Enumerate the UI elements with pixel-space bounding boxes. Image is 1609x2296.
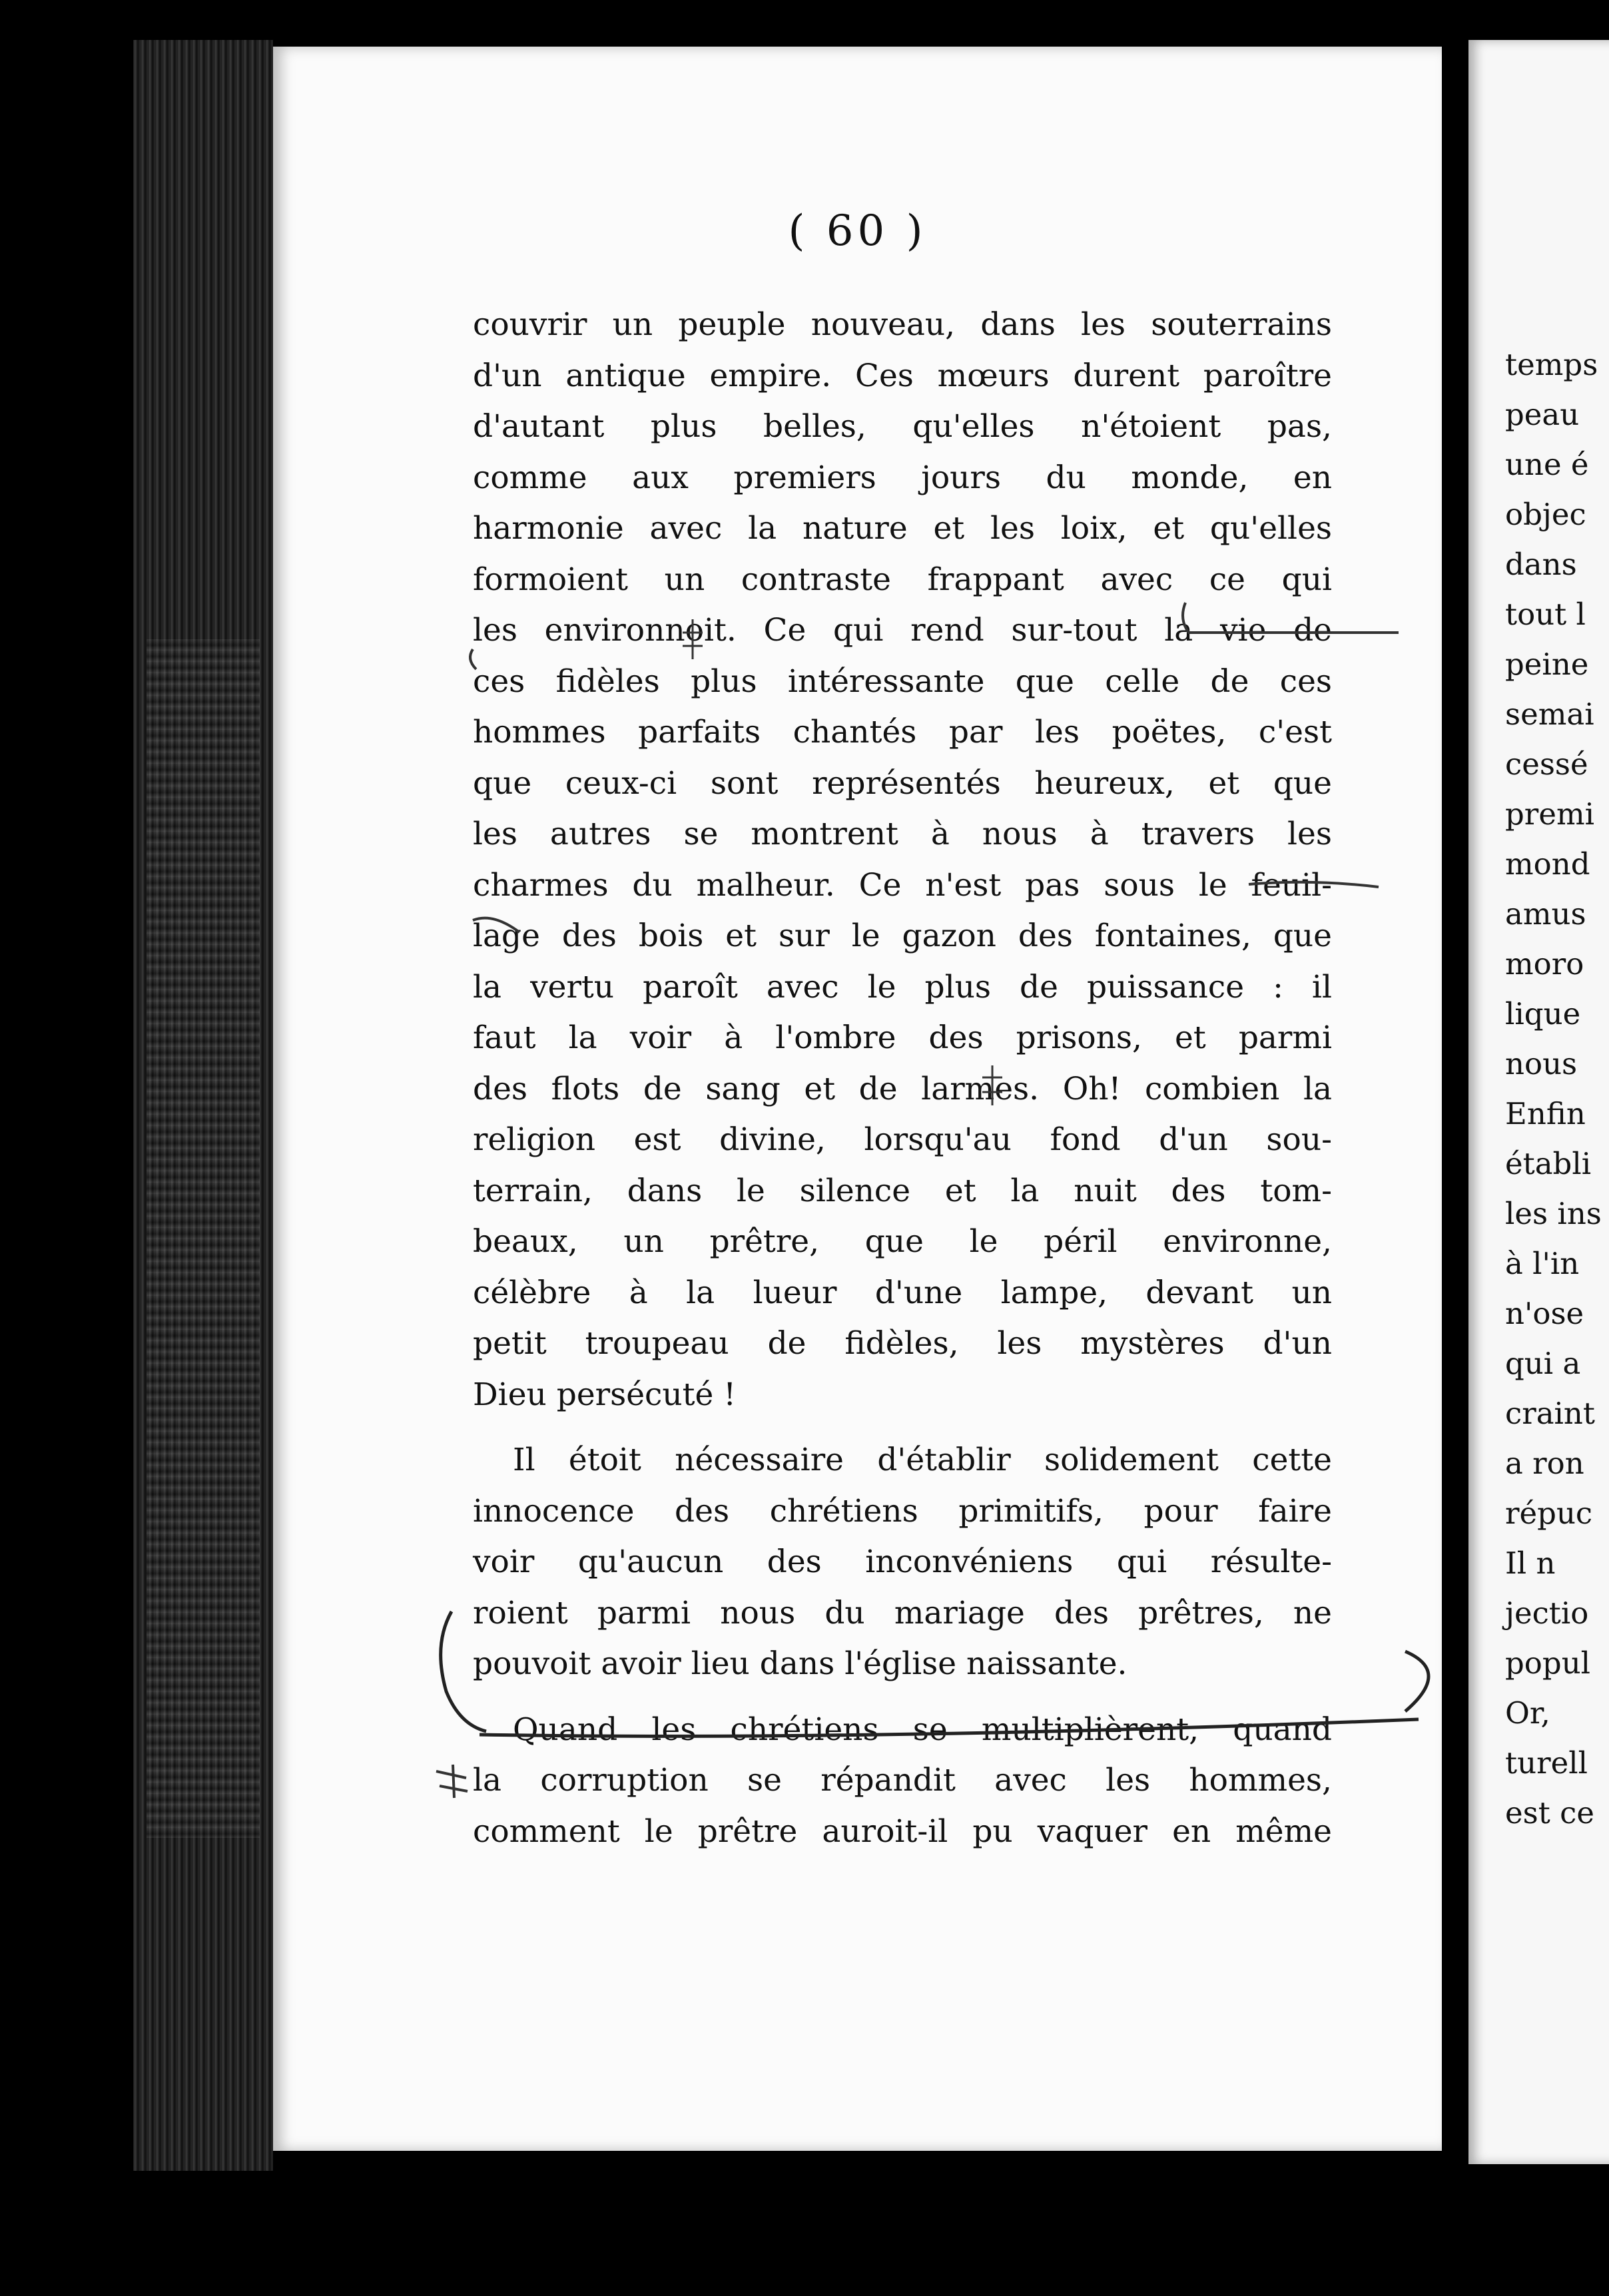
- text-line: faut la voir à l'ombre des prisons, et parmi: [473, 1019, 1332, 1056]
- right-facing-page: [1468, 40, 1609, 2164]
- text-line: innocence des chrétiens primitifs, pour faire: [473, 1492, 1332, 1530]
- pen-curve-right: [1405, 1651, 1429, 1711]
- facing-text-line: cessé: [1505, 746, 1588, 782]
- text-line: voir qu'aucun des inconvéniens qui résulte-: [473, 1544, 1332, 1580]
- facing-text-line: lique: [1505, 996, 1581, 1031]
- book-edge: [133, 40, 273, 2171]
- text-line: harmonie avec la nature et les loix, et qu'elles: [473, 510, 1332, 547]
- facing-text-line: une é: [1505, 447, 1589, 482]
- facing-text-line: jectio: [1505, 1595, 1589, 1631]
- text-line: comme aux premiers jours du monde, en: [473, 459, 1332, 496]
- paragraph-container: [473, 300, 1332, 1857]
- text-line: charmes du malheur. Ce n'est pas sous le feuil-: [473, 866, 1332, 904]
- text-line: d'un antique empire. Ces mœurs durent paroître: [473, 357, 1332, 394]
- text-line: terrain, dans le silence et la nuit des tom-: [473, 1172, 1332, 1209]
- text-line: formoient un contraste frappant avec ce qui: [473, 561, 1332, 598]
- facing-text-line: est ce: [1505, 1795, 1594, 1831]
- text-line: des flots de sang et de larmes. Oh! combien la: [473, 1070, 1332, 1107]
- facing-text-line: popul: [1505, 1645, 1591, 1681]
- facing-text-line: qui a: [1505, 1346, 1581, 1381]
- text-line: religion est divine, lorsqu'au fond d'un sou-: [473, 1121, 1332, 1158]
- paragraph-gap: [473, 1690, 1332, 1705]
- facing-text-line: objec: [1505, 497, 1586, 532]
- facing-text-line: répuc: [1505, 1496, 1593, 1531]
- facing-text-line: a ron: [1505, 1446, 1584, 1481]
- text-line: Il étoit nécessaire d'établir solidement cette: [513, 1442, 1332, 1478]
- facing-text-line: peine: [1505, 647, 1589, 682]
- facing-text-line: turell: [1505, 1745, 1588, 1781]
- page-number: ( 60 ): [788, 206, 927, 256]
- text-line: petit troupeau de fidèles, les mystères d'un: [473, 1325, 1332, 1362]
- text-line: que ceux-ci sont représentés heureux, et que: [473, 764, 1332, 802]
- facing-text-line: amus: [1505, 896, 1586, 932]
- facing-text-line: peau: [1505, 397, 1580, 432]
- text-line: lage des bois et sur le gazon des fontaines, que: [473, 918, 1332, 954]
- text-line: Quand les chrétiens se multiplièrent, quand: [513, 1711, 1332, 1748]
- text-line: couvrir un peuple nouveau, dans les souterrains: [473, 306, 1332, 343]
- facing-text-line: moro: [1505, 946, 1584, 982]
- pen-margin-mark: [436, 1765, 468, 1798]
- facing-text-line: Enfin: [1505, 1096, 1586, 1131]
- facing-page-text: [1505, 340, 1609, 1838]
- facing-text-line: mond: [1505, 846, 1590, 882]
- facing-text-line: semai: [1505, 697, 1594, 732]
- facing-text-line: à l'in: [1505, 1246, 1580, 1281]
- text-line: les environnoit. Ce qui rend sur-tout la vie de: [473, 612, 1332, 649]
- facing-text-line: établi: [1505, 1146, 1592, 1181]
- text-line: les autres se montrent à nous à travers les: [473, 816, 1332, 852]
- text-line: hommes parfaits chantés par les poëtes, c'est: [473, 714, 1332, 750]
- text-line: ces fidèles plus intéressante que celle de ces: [473, 663, 1332, 700]
- facing-text-line: Or,: [1505, 1695, 1550, 1731]
- text-line: beaux, un prêtre, que le péril environne,: [473, 1223, 1332, 1260]
- text-line: roient parmi nous du mariage des prêtres, ne: [473, 1594, 1332, 1631]
- facing-text-line: temps: [1505, 347, 1598, 382]
- text-line: Dieu persécuté !: [473, 1376, 737, 1413]
- text-line: comment le prêtre auroit-il pu vaquer en même: [473, 1813, 1332, 1850]
- text-line: la vertu paroît avec le plus de puissance : il: [473, 968, 1332, 1005]
- facing-text-line: Il n: [1505, 1546, 1556, 1581]
- text-line: d'autant plus belles, qu'elles n'étoient pas,: [473, 408, 1332, 445]
- facing-text-line: premi: [1505, 796, 1595, 832]
- facing-text-line: tout l: [1505, 597, 1586, 632]
- left-page: [273, 47, 1442, 2151]
- facing-text-line: n'ose: [1505, 1296, 1584, 1331]
- text-line: pouvoit avoir lieu dans l'église naissante.: [473, 1645, 1127, 1682]
- facing-text-line: nous: [1505, 1046, 1578, 1081]
- facing-text-line: dans: [1505, 547, 1577, 582]
- facing-text-line: les ins: [1505, 1196, 1602, 1231]
- text-line: célèbre à la lueur d'une lampe, devant un: [473, 1274, 1332, 1311]
- facing-line-container: [1505, 340, 1609, 1838]
- paragraph-gap: [473, 1420, 1332, 1435]
- page-body: [473, 300, 1332, 1857]
- text-line: la corruption se répandit avec les hommes,: [473, 1762, 1332, 1799]
- facing-text-line: craint: [1505, 1396, 1595, 1431]
